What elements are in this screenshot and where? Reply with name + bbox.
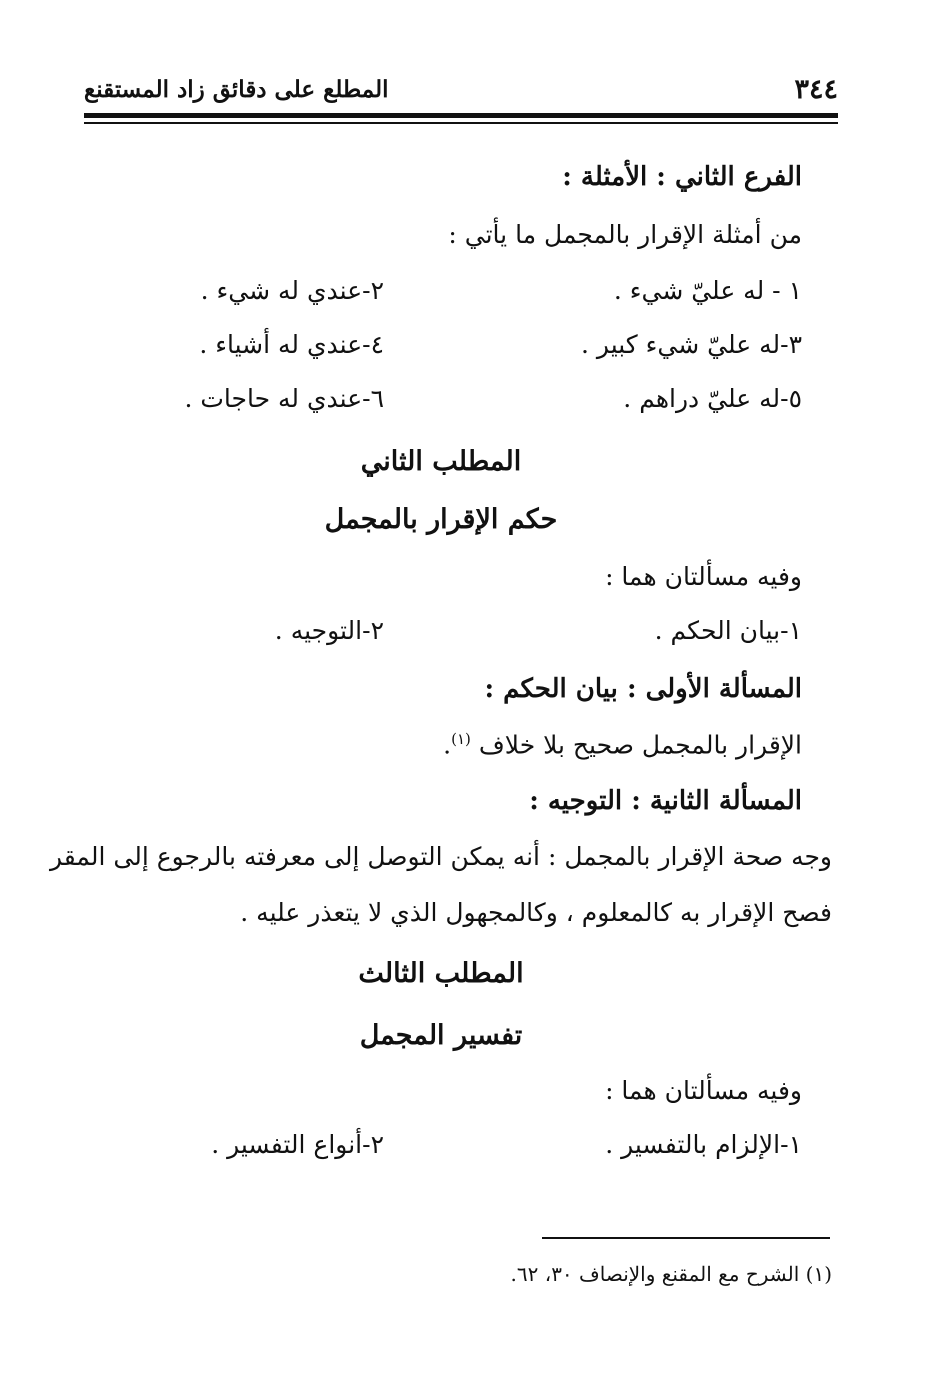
question-text [443, 730, 802, 759]
question-text-body: الإقرار بالمجمل صحيح بلا خلاف [478, 730, 802, 760]
question-heading: المسألة الثانية : التوجيه : [529, 786, 802, 816]
footnote-marker: (١) [451, 730, 471, 748]
header-rule-thick [84, 113, 838, 118]
example-item: ١ - له عليّ شيء . [613, 276, 802, 305]
running-title: المطلع على دقائق زاد المستقنع [84, 76, 389, 103]
period: . [443, 730, 452, 760]
section-heading-examples: الفرع الثاني : الأمثلة : [562, 162, 802, 192]
page-header [84, 74, 838, 114]
section-subtitle: حكم الإقرار بالمجمل [324, 504, 558, 535]
section-title: المطلب الثاني [360, 446, 522, 477]
page-number: ٣٤٤ [794, 74, 838, 105]
question-item: ٢-أنواع التفسير . [211, 1130, 384, 1159]
example-item: ٦-عندي له حاجات . [184, 384, 384, 413]
footnote-rule [542, 1237, 830, 1239]
section-subtitle: تفسير المجمل [359, 1020, 523, 1051]
paragraph-line: وجه صحة الإقرار بالمجمل : أنه يمكن التوصل إلى معرفته بالرجوع إلى المقر [49, 842, 832, 871]
example-item: ٤-عندي له أشياء . [199, 330, 384, 359]
question-heading: المسألة الأولى : بيان الحكم : [484, 674, 802, 704]
question-item: ١-بيان الحكم . [654, 616, 802, 645]
question-item: ١-الإلزام بالتفسير . [605, 1130, 802, 1159]
section-title: المطلب الثالث [358, 958, 524, 989]
footnote: (١) الشرح مع المقنع والإنصاف ٣٠، ٦٢. [510, 1262, 832, 1286]
questions-intro: وفيه مسألتان هما : [605, 562, 802, 591]
example-item: ٥-له عليّ دراهم . [623, 384, 802, 413]
header-rule-thin [84, 122, 838, 124]
example-item: ٢-عندي له شيء . [200, 276, 384, 305]
example-item: ٣-له عليّ شيء كبير . [581, 330, 802, 359]
question-item: ٢-التوجيه . [274, 616, 384, 645]
examples-intro: من أمثلة الإقرار بالمجمل ما يأتي : [448, 220, 802, 249]
questions-intro: وفيه مسألتان هما : [605, 1076, 802, 1105]
paragraph-line: فصح الإقرار به كالمعلوم ، وكالمجهول الذي لا يتعذر عليه . [240, 898, 832, 927]
